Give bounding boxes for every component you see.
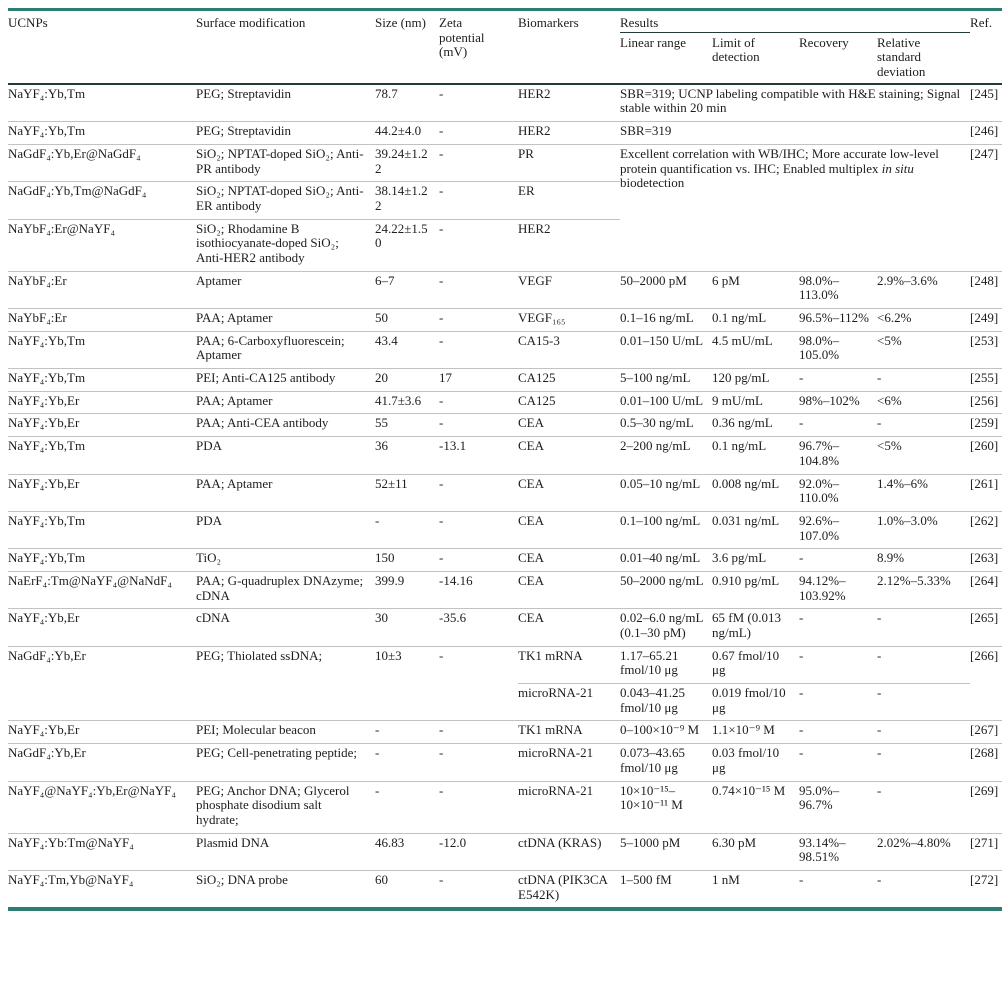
cell-linear-range: 0.043–41.25 fmol/10 μg xyxy=(620,684,712,721)
cell-ref: [247] xyxy=(970,144,1002,271)
cell-lod: 0.019 fmol/10 μg xyxy=(712,684,799,721)
cell-zeta: - xyxy=(439,511,518,548)
cell-lod: 0.03 fmol/10 μg xyxy=(712,744,799,781)
cell-size: 10±3 xyxy=(375,646,439,721)
cell-lod: 9 mU/mL xyxy=(712,391,799,414)
cell-rsd: 1.0%–3.0% xyxy=(877,511,970,548)
cell-lod: 1.1×10⁻⁹ M xyxy=(712,721,799,744)
cell-zeta: - xyxy=(439,84,518,122)
cell-biomarker: CA125 xyxy=(518,391,620,414)
cell-linear-range: 50–2000 ng/mL xyxy=(620,571,712,608)
cell-biomarker: TK1 mRNA xyxy=(518,646,620,683)
table-row xyxy=(8,331,1002,368)
cell-rsd: - xyxy=(877,744,970,781)
cell-lod: 0.36 ng/mL xyxy=(712,414,799,437)
cell-ucnp: NaYbF₄:Er xyxy=(8,309,196,332)
cell-ref: [249] xyxy=(970,309,1002,332)
col-header-rsd: Relative standard deviation xyxy=(877,32,970,84)
cell-zeta: - xyxy=(439,744,518,781)
cell-surface: PAA; Aptamer xyxy=(196,309,375,332)
cell-surface: PDA xyxy=(196,437,375,474)
cell-linear-range: 1–500 fM xyxy=(620,871,672,887)
cell-surface: PAA; Aptamer xyxy=(196,474,375,511)
cell-rsd: - xyxy=(877,781,970,833)
table-row xyxy=(8,833,1002,870)
cell-recovery: 96.5%–112% xyxy=(799,309,877,332)
cell-size: 43.4 xyxy=(375,331,439,368)
cell-ucnp: NaGdF₄:Yb,Tm@NaGdF₄ xyxy=(8,182,196,219)
cell-ref: [261] xyxy=(970,474,1002,511)
cell-surface: PEI; Anti-CA125 antibody xyxy=(196,369,375,392)
cell-ref: [271] xyxy=(970,833,1002,870)
cell-surface: TiO₂ xyxy=(196,549,375,572)
cell-size: 41.7±3.6 xyxy=(375,391,439,414)
cell-ucnp: NaYF₄:Tm,Yb@NaYF₄ xyxy=(8,871,134,887)
cell-size: 50 xyxy=(375,309,439,332)
cell-size: - xyxy=(375,721,439,744)
cell-ref: [263] xyxy=(970,549,1002,572)
cell-rsd: - xyxy=(877,414,970,437)
cell-surface: PEG; Thiolated ssDNA; xyxy=(196,646,375,721)
cell-biomarker: VEGF xyxy=(518,271,620,308)
cell-rsd: <5% xyxy=(877,437,970,474)
cell-linear-range: 0.01–40 ng/mL xyxy=(620,549,712,572)
cell-biomarker: CEA xyxy=(518,571,620,608)
cell-size: 38.14±1.22 xyxy=(375,182,439,219)
cell-recovery: - xyxy=(799,871,804,887)
cell-zeta: - xyxy=(439,309,518,332)
cell-size: 55 xyxy=(375,414,439,437)
table-row xyxy=(8,609,1002,646)
cell-biomarker: CEA xyxy=(518,609,620,646)
cell-surface: PAA; G-quadruplex DNAzyme; cDNA xyxy=(196,571,375,608)
cell-ref: [272] xyxy=(970,871,999,887)
cell-lod: 4.5 mU/mL xyxy=(712,331,799,368)
cell-linear-range: 0.01–100 U/mL xyxy=(620,391,712,414)
table-row xyxy=(8,646,1002,683)
cell-zeta: - xyxy=(439,646,518,721)
cell-linear-range: 0.1–100 ng/mL xyxy=(620,511,712,548)
cell-lod: 6 pM xyxy=(712,271,799,308)
cell-recovery: - xyxy=(799,684,877,721)
cell-biomarker: CA15-3 xyxy=(518,331,620,368)
cell-rsd: 1.4%–6% xyxy=(877,474,970,511)
cell-biomarker: PR xyxy=(518,144,620,181)
cell-recovery: - xyxy=(799,744,877,781)
cell-lod: 0.74×10⁻¹⁵ M xyxy=(712,781,799,833)
col-header-limit-of-detection: Limit of detection xyxy=(712,32,799,84)
cell-biomarker: HER2 xyxy=(518,122,620,145)
cell-size: 20 xyxy=(375,369,439,392)
cell-biomarker: microRNA-21 xyxy=(518,781,620,833)
cell-recovery: - xyxy=(799,721,877,744)
cell-recovery: 98.0%–105.0% xyxy=(799,331,877,368)
cell-ucnp: NaYF₄:Yb,Er xyxy=(8,414,196,437)
cell-recovery: 98%–102% xyxy=(799,391,877,414)
cell-ref: [245] xyxy=(970,84,1002,122)
cell-surface: PAA; Anti-CEA antibody xyxy=(196,414,375,437)
cell-linear-range: 2–200 ng/mL xyxy=(620,437,712,474)
cell-lod: 0.031 ng/mL xyxy=(712,511,799,548)
cell-zeta: - xyxy=(439,122,518,145)
cell-rsd: - xyxy=(877,684,970,721)
cell-recovery: 96.7%–104.8% xyxy=(799,437,877,474)
cell-size: - xyxy=(375,744,439,781)
cell-recovery: 98.0%–113.0% xyxy=(799,271,877,308)
table-row xyxy=(8,571,1002,608)
cell-linear-range: 0.5–30 ng/mL xyxy=(620,414,712,437)
results-text: Excellent correlation with WB/IHC; More accurate low-level protein quantification vs. IHC; Enabled multiplex xyxy=(620,145,939,176)
cell-lod: 0.910 pg/mL xyxy=(712,571,799,608)
cell-ucnp: NaErF₄:Tm@NaYF₄@NaNdF₄ xyxy=(8,571,196,608)
cell-ucnp: NaYF₄@NaYF₄:Yb,Er@NaYF₄ xyxy=(8,781,196,833)
table-row xyxy=(8,391,1002,414)
cell-ucnp: NaYbF₄:Er xyxy=(8,271,196,308)
cell-surface: PEG; Cell-penetrating peptide; xyxy=(196,744,375,781)
cell-zeta: - xyxy=(439,219,518,271)
cell-biomarker: ctDNA (PIK3CA E542K) xyxy=(518,871,608,902)
cell-zeta: - xyxy=(439,331,518,368)
cell-ucnp: NaYF₄:Yb,Tm xyxy=(8,331,196,368)
cell-rsd: 8.9% xyxy=(877,549,970,572)
cell-recovery: 93.14%–98.51% xyxy=(799,833,877,870)
col-header-biomarkers: Biomarkers xyxy=(518,11,620,84)
cell-biomarker: ER xyxy=(518,182,620,219)
cell-biomarker: VEGF₁₆₅ xyxy=(518,309,620,332)
col-header-recovery: Recovery xyxy=(799,32,877,84)
header-row-main xyxy=(8,11,1002,32)
cell-surface: SiO₂; Rhodamine B isothiocyanate-doped SiO₂; Anti-HER2 antibody xyxy=(196,219,375,271)
table-row xyxy=(8,870,1002,907)
cell-ref: [256] xyxy=(970,391,1002,414)
table-row xyxy=(8,309,1002,332)
cell-biomarker: TK1 mRNA xyxy=(518,721,620,744)
cell-recovery: - xyxy=(799,609,877,646)
cell-results-merged xyxy=(620,144,970,271)
cell-size: 30 xyxy=(375,609,439,646)
cell-biomarker: CEA xyxy=(518,549,620,572)
table-row xyxy=(8,781,1002,833)
cell-size: 399.9 xyxy=(375,571,439,608)
cell-linear-range: 0.02–6.0 ng/mL (0.1–30 pM) xyxy=(620,609,712,646)
cell-rsd: - xyxy=(877,609,970,646)
cell-surface: SiO₂; NPTAT-doped SiO₂; Anti-PR antibody xyxy=(196,144,375,181)
cell-recovery: - xyxy=(799,646,877,683)
cell-surface: cDNA xyxy=(196,609,375,646)
table-row xyxy=(8,474,1002,511)
cell-size: 60 xyxy=(375,871,388,887)
cell-ucnp: NaYF₄:Yb,Tm xyxy=(8,84,196,122)
cell-linear-range: 0.01–150 U/mL xyxy=(620,331,712,368)
cell-rsd: <6.2% xyxy=(877,309,970,332)
cell-zeta: -13.1 xyxy=(439,437,518,474)
cell-surface: PEG; Anchor DNA; Glycerol phosphate disodium salt hydrate; xyxy=(196,781,375,833)
col-header-zeta-potential: Zeta potential (mV) xyxy=(439,11,518,84)
cell-ref: [266] xyxy=(970,646,1002,721)
cell-linear-range: 10×10⁻¹⁵–10×10⁻¹¹ M xyxy=(620,781,712,833)
cell-recovery: - xyxy=(799,369,877,392)
cell-lod: 0.67 fmol/10 μg xyxy=(712,646,799,683)
cell-zeta: - xyxy=(439,871,444,887)
cell-size: 46.83 xyxy=(375,833,439,870)
cell-ref: [260] xyxy=(970,437,1002,474)
table-row xyxy=(8,369,1002,392)
cell-zeta: -12.0 xyxy=(439,833,518,870)
table-row xyxy=(8,144,1002,181)
cell-biomarker: HER2 xyxy=(518,219,620,271)
cell-linear-range: 50–2000 pM xyxy=(620,271,712,308)
cell-surface: SiO₂; NPTAT-doped SiO₂; Anti-ER antibody xyxy=(196,182,375,219)
cell-recovery: 94.12%–103.92% xyxy=(799,571,877,608)
cell-zeta: 17 xyxy=(439,369,518,392)
cell-ref: [268] xyxy=(970,744,1002,781)
cell-biomarker: CEA xyxy=(518,437,620,474)
cell-rsd: - xyxy=(877,871,882,887)
cell-ucnp: NaYF₄:Yb,Er xyxy=(8,609,196,646)
cell-biomarker: microRNA-21 xyxy=(518,684,620,721)
cell-ref: [267] xyxy=(970,721,1002,744)
col-header-ref: Ref. xyxy=(970,11,1002,84)
col-header-size: Size (nm) xyxy=(375,11,439,84)
table-row xyxy=(8,549,1002,572)
cell-ref: [255] xyxy=(970,369,1002,392)
table-row xyxy=(8,414,1002,437)
table-body xyxy=(8,84,1002,908)
cell-linear-range: 0.073–43.65 fmol/10 μg xyxy=(620,744,712,781)
cell-surface: Plasmid DNA xyxy=(196,833,375,870)
cell-size: 78.7 xyxy=(375,84,439,122)
table-header xyxy=(8,11,1002,84)
cell-biomarker: CA125 xyxy=(518,369,620,392)
table-row xyxy=(8,84,1002,122)
cell-linear-range: 0.1–16 ng/mL xyxy=(620,309,712,332)
table-container xyxy=(8,8,1002,911)
cell-rsd: - xyxy=(877,369,970,392)
cell-rsd: - xyxy=(877,721,970,744)
cell-zeta: - xyxy=(439,474,518,511)
cell-biomarker: CEA xyxy=(518,511,620,548)
cell-surface: SiO₂; DNA probe xyxy=(196,871,288,887)
cell-recovery: - xyxy=(799,414,877,437)
cell-ucnp: NaYF₄:Yb,Tm xyxy=(8,511,196,548)
cell-ref: [259] xyxy=(970,414,1002,437)
cell-rsd: 2.12%–5.33% xyxy=(877,571,970,608)
cell-ucnp: NaYF₄:Yb,Tm xyxy=(8,437,196,474)
cell-rsd: 2.9%–3.6% xyxy=(877,271,970,308)
cell-lod: 120 pg/mL xyxy=(712,369,799,392)
cell-recovery: 95.0%–96.7% xyxy=(799,781,877,833)
cell-zeta: - xyxy=(439,549,518,572)
cell-surface: PEG; Streptavidin xyxy=(196,84,375,122)
cell-lod: 65 fM (0.013 ng/mL) xyxy=(712,609,799,646)
cell-lod: 1 nM xyxy=(712,871,740,887)
cell-ucnp: NaGdF₄:Yb,Er xyxy=(8,744,196,781)
cell-ucnp: NaYF₄:Yb,Er xyxy=(8,391,196,414)
cell-recovery: 92.6%–107.0% xyxy=(799,511,877,548)
cell-zeta: - xyxy=(439,721,518,744)
cell-surface: PEI; Molecular beacon xyxy=(196,721,375,744)
cell-lod: 3.6 pg/mL xyxy=(712,549,799,572)
col-header-results: Results xyxy=(620,11,970,32)
cell-size: 39.24±1.22 xyxy=(375,144,439,181)
cell-ref: [264] xyxy=(970,571,1002,608)
cell-ref: [253] xyxy=(970,331,1002,368)
cell-biomarker: ctDNA (KRAS) xyxy=(518,833,620,870)
cell-zeta: - xyxy=(439,182,518,219)
ucnp-biosensing-table xyxy=(8,11,1002,907)
cell-ucnp: NaYF₄:Yb,Er xyxy=(8,721,196,744)
cell-zeta: - xyxy=(439,144,518,181)
cell-ref: [262] xyxy=(970,511,1002,548)
cell-linear-range: 0.05–10 ng/mL xyxy=(620,474,712,511)
cell-ucnp: NaYbF₄:Er@NaYF₄ xyxy=(8,219,196,271)
cell-ref: [269] xyxy=(970,781,1002,833)
cell-size: 24.22±1.50 xyxy=(375,219,439,271)
cell-surface: Aptamer xyxy=(196,271,375,308)
cell-ucnp: NaYF₄:Yb,Tm xyxy=(8,549,196,572)
cell-surface: PEG; Streptavidin xyxy=(196,122,375,145)
cell-lod: 0.008 ng/mL xyxy=(712,474,799,511)
cell-ucnp: NaYF₄:Yb,Er xyxy=(8,474,196,511)
cell-ucnp: NaYF₄:Yb,Tm xyxy=(8,122,196,145)
cell-ref: [246] xyxy=(970,122,1002,145)
cell-rsd: <6% xyxy=(877,391,970,414)
cell-size: 36 xyxy=(375,437,439,474)
cell-linear-range: 0–100×10⁻⁹ M xyxy=(620,721,712,744)
cell-biomarker: microRNA-21 xyxy=(518,744,620,781)
table-row xyxy=(8,271,1002,308)
results-text: biodetection xyxy=(620,175,685,191)
cell-rsd: - xyxy=(877,646,970,683)
cell-ucnp: NaGdF₄:Yb,Er@NaGdF₄ xyxy=(8,144,196,181)
cell-size: 52±11 xyxy=(375,474,439,511)
table-row xyxy=(8,511,1002,548)
cell-ucnp: NaGdF₄:Yb,Er xyxy=(8,646,196,721)
cell-zeta: - xyxy=(439,271,518,308)
cell-lod: 6.30 pM xyxy=(712,833,799,870)
cell-rsd: <5% xyxy=(877,331,970,368)
cell-ucnp: NaYF₄:Yb:Tm@NaYF₄ xyxy=(8,833,196,870)
cell-ref: [265] xyxy=(970,609,1002,646)
cell-size: - xyxy=(375,781,439,833)
col-header-surface-modification: Surface modification xyxy=(196,11,375,84)
cell-ucnp: NaYF₄:Yb,Tm xyxy=(8,369,196,392)
cell-ref: [248] xyxy=(970,271,1002,308)
results-text-italic: in situ xyxy=(881,160,914,176)
cell-size: 6–7 xyxy=(375,271,439,308)
cell-zeta: - xyxy=(439,414,518,437)
cell-biomarker: CEA xyxy=(518,414,620,437)
cell-recovery: 92.0%–110.0% xyxy=(799,474,877,511)
cell-linear-range: 5–100 ng/mL xyxy=(620,369,712,392)
cell-results-merged: SBR=319 xyxy=(620,122,970,145)
cell-rsd: 2.02%–4.80% xyxy=(877,833,970,870)
cell-recovery: - xyxy=(799,549,877,572)
cell-size: 44.2±4.0 xyxy=(375,122,439,145)
cell-biomarker: CEA xyxy=(518,474,620,511)
cell-size: - xyxy=(375,511,439,548)
cell-biomarker: HER2 xyxy=(518,84,620,122)
cell-size: 150 xyxy=(375,549,439,572)
table-row xyxy=(8,437,1002,474)
table-row xyxy=(8,744,1002,781)
cell-results-merged: SBR=319; UCNP labeling compatible with H&E staining; Signal stable within 20 min xyxy=(620,84,970,122)
col-header-ucnps: UCNPs xyxy=(8,11,196,84)
table-row xyxy=(8,122,1002,145)
cell-zeta: - xyxy=(439,391,518,414)
cell-zeta: - xyxy=(439,781,518,833)
col-header-linear-range: Linear range xyxy=(620,32,712,84)
cell-lod: 0.1 ng/mL xyxy=(712,437,799,474)
cell-zeta: -14.16 xyxy=(439,571,518,608)
cell-lod: 0.1 ng/mL xyxy=(712,309,799,332)
cell-surface: PAA; Aptamer xyxy=(196,391,375,414)
cell-surface: PAA; 6-Carboxyfluorescein; Aptamer xyxy=(196,331,375,368)
cell-linear-range: 5–1000 pM xyxy=(620,833,712,870)
cell-zeta: -35.6 xyxy=(439,609,518,646)
cell-surface: PDA xyxy=(196,511,375,548)
table-row xyxy=(8,721,1002,744)
cell-linear-range: 1.17–65.21 fmol/10 μg xyxy=(620,646,712,683)
